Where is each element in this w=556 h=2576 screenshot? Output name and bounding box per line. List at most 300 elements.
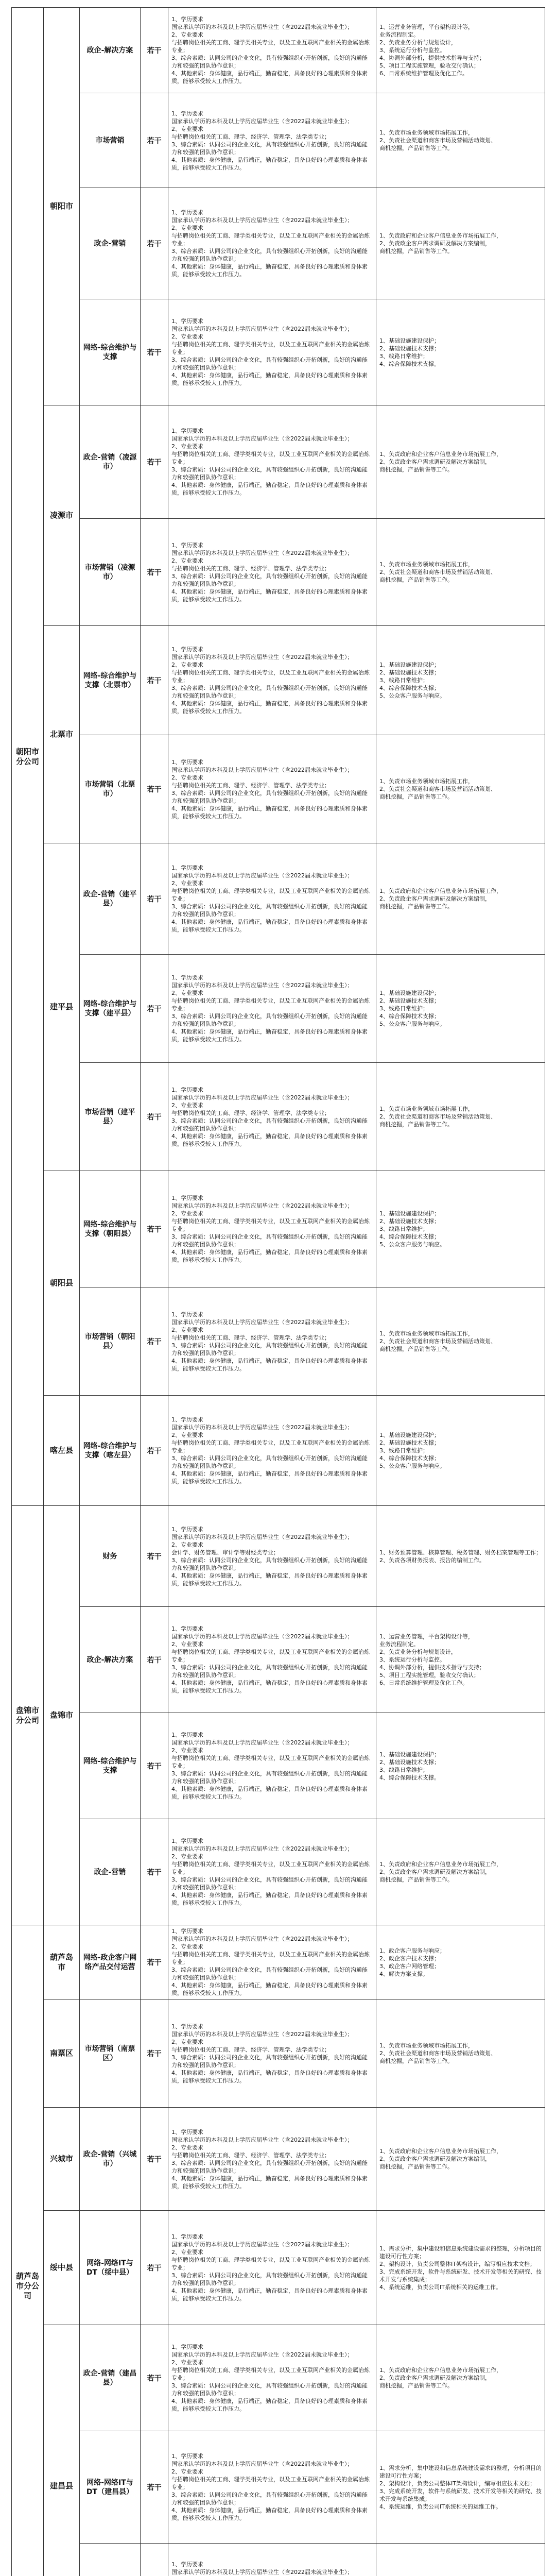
- requirement-line: 与招聘岗位相关的工商、理学类相关专业，以及工业互联网产业相关的金属冶炼专业；: [171, 1861, 370, 1875]
- post-name-cell: 政企-营销: [80, 188, 141, 299]
- duty-line: 商机挖掘，产品销售等工作。: [379, 1876, 453, 1883]
- duty-line: 1、需求分析，集中建设和信息系统建设需求的整理，分析项目的建设可行性方案；: [379, 2245, 542, 2260]
- duty-line: 2、负责政企客户需求调研及解决方案编制，: [379, 459, 491, 465]
- requirement-line: 1、学历要求: [171, 1732, 203, 1738]
- requirements-cell: [168, 1171, 376, 1287]
- duty-line: 5、公众客户服务与响应。: [379, 1021, 445, 1027]
- requirements-cell: [168, 626, 376, 735]
- duty-line: 2、负责政企客户需求调研及解决方案编制，: [379, 895, 491, 902]
- post-name-cell: 市场营销（凌源市）: [80, 519, 141, 626]
- requirement-line: 1、学历要求: [171, 110, 203, 117]
- duties-cell: [376, 1287, 545, 1396]
- requirement-line: 与招聘岗位相关的工商、理学类相关专业，以及工业互联网产业相关的金属冶炼专业；: [171, 232, 370, 247]
- requirement-line: 国家承认学历的本科及以上学历应届毕业生（含2022届未就业毕业生）；: [171, 1845, 353, 1852]
- headcount-cell: 若干: [141, 1999, 168, 2108]
- county-cell: 北票市: [44, 626, 80, 843]
- duty-line: 3、线路日常维护；: [379, 1005, 428, 1012]
- requirement-line: 2、专业要求: [171, 2359, 203, 2366]
- requirement-line: 3、综合素质：认同公司的企业文化，具有较强组织心开拓创新，良好的沟通能力和较强的团队协作意识；: [171, 357, 368, 371]
- requirement-line: 1、学历要求: [171, 318, 203, 325]
- duty-line: 3、线路日常维护；: [379, 1766, 428, 1773]
- duty-line: 4、系统运维，负责公司IT系统相关的运维工作。: [379, 2283, 501, 2291]
- post-name-cell: 市场营销（建平县）: [80, 1063, 141, 1171]
- requirement-line: 4、其他素质：身体健康，品行端正，勤奋稳定，具备良好的心理素质和身体素质，能够承受较大工作压力。: [171, 1249, 368, 1263]
- requirements-cell: [168, 1607, 376, 1713]
- post-name-cell: 市场营销: [80, 93, 141, 188]
- duty-line: 1、负责政府和企业客户信息业务市场拓展工作，: [379, 2148, 502, 2155]
- requirement-line: 2、专业要求: [171, 1432, 203, 1438]
- table-row: [12, 8, 545, 93]
- requirement-line: 2、专业要求: [171, 1541, 203, 1548]
- requirement-line: 与招聘岗位相关的工商、理学类相关专业，以及工业互联网产业相关的金属冶炼专业；: [171, 1649, 370, 1663]
- duty-line: 1、运营业务管理，平台架构设计等，: [379, 1633, 474, 1640]
- requirement-line: 国家承认学历的本科及以上学历应届毕业生（含2022届未就业毕业生）；: [171, 549, 353, 556]
- requirements-cell: [168, 955, 376, 1063]
- requirement-line: 4、其他素质：身体健康，品行端正，勤奋稳定，具备良好的心理素质和身体素质，能够承受较大工作压力。: [171, 1028, 368, 1043]
- post-name-cell: 网络-综合维护与支撑: [80, 299, 141, 405]
- requirement-line: 4、其他素质：身体健康，品行端正，勤奋稳定，具备良好的心理素质和身体素质，能够承受较大工作压力。: [171, 2069, 368, 2084]
- requirement-line: 国家承认学历的本科及以上学历应届毕业生（含2022届未就业毕业生）；: [171, 1318, 353, 1326]
- duty-line: 2、负责社会渠道和商客市场及营销活动策划、: [379, 2050, 496, 2057]
- duty-line: 商机挖掘，产品销售等工作。: [379, 2163, 453, 2170]
- duties-cell: [376, 2108, 545, 2211]
- duty-line: 2、基础设施技术支撑；: [379, 1218, 440, 1225]
- duties-cell: [376, 2544, 545, 2576]
- county-cell: 朝阳市: [44, 8, 80, 405]
- post-name-cell: [80, 2544, 141, 2576]
- post-name-cell: 网络-综合维护与支撑（建平县）: [80, 955, 141, 1063]
- post-name-cell: 政企-营销（凌源市）: [80, 405, 141, 519]
- duty-line: 2、负责业务分析与规划设计，: [379, 1649, 457, 1655]
- duty-line: 4、协调外部分析，提供技术指导与支持；: [379, 1664, 485, 1671]
- requirement-line: 2、专业要求: [171, 443, 203, 450]
- requirements-cell: [168, 299, 376, 405]
- requirements-cell: [168, 8, 376, 93]
- headcount-cell: 若干: [141, 1396, 168, 1506]
- requirement-line: 与招聘岗位相关的工商、理学、经济学、管理学、法学类专业；: [171, 782, 330, 789]
- requirement-line: 与招聘岗位相关的工商、理学、经济学、管理学、法学类专业；: [171, 133, 330, 140]
- requirement-line: 国家承认学历的本科及以上学历应届毕业生（含2022届未就业毕业生）；: [171, 2351, 353, 2358]
- headcount-cell: 若干: [141, 1063, 168, 1171]
- county-cell: 南票区: [44, 1999, 80, 2108]
- requirement-line: 与招聘岗位相关的工商、理学、经济学、管理学、法学类专业；: [171, 1109, 330, 1116]
- requirement-line: 1、学历要求: [171, 541, 203, 549]
- requirement-line: 1、学历要求: [171, 2023, 203, 2030]
- requirement-line: 与招聘岗位相关的工商、理学类相关专业，以及工业互联网产业相关的金属冶炼专业；: [171, 341, 370, 355]
- requirement-line: 4、其他素质：身体健康，品行端正，勤奋稳定，具备良好的心理素质和身体素质，能够承受较大工作压力。: [171, 1572, 368, 1587]
- duties-cell: [376, 2211, 545, 2325]
- requirements-cell: [168, 1819, 376, 1925]
- post-name-cell: 政企-营销: [80, 1819, 141, 1925]
- requirement-line: 3、综合素质：认同公司的企业文化，具有较强组织心开拓创新，良好的沟通能力和较强的团队协作意识；: [171, 1664, 368, 1679]
- requirement-line: 国家承认学历的本科及以上学历应届毕业生（含2022届未就业毕业生）；: [171, 326, 353, 332]
- duty-line: 4、综合保障技术支撑；: [379, 1013, 440, 1020]
- headcount-cell: 若干: [141, 1925, 168, 1999]
- table-row: [12, 1607, 545, 1713]
- duty-line: 商机挖掘，产品销售等工作。: [379, 248, 453, 255]
- duty-line: 1、负责政府和企业客户信息业务市场拓展工作，: [379, 1861, 502, 1868]
- table-row: [12, 1999, 545, 2108]
- duty-line: 4、综合保障技术支撑。: [379, 360, 440, 367]
- duty-line: 5、项目工程实施管理，验收交付确认；: [379, 62, 479, 69]
- table-row: [12, 1506, 545, 1607]
- duties-cell: [376, 405, 545, 519]
- post-name-cell: 政企-解决方案: [80, 8, 141, 93]
- requirement-line: 国家承认学历的本科及以上学历应届毕业生（含2022届未就业毕业生）；: [171, 982, 353, 989]
- requirement-line: 与招聘岗位相关的工商、理学类相关专业，以及工业互联网产业相关的金属冶炼专业；: [171, 2476, 370, 2490]
- duty-line: 1、负责政府和企业客户信息业务市场拓展工作，: [379, 232, 502, 239]
- requirement-line: 会计学、财务管理、审计学等财经类专业；: [171, 1549, 279, 1556]
- post-name-cell: 政企-解决方案: [80, 1607, 141, 1713]
- requirement-line: 2、专业要求: [171, 1853, 203, 1860]
- duty-line: 2、负责政企客户需求调研及解决方案编制，: [379, 2156, 491, 2162]
- requirement-line: 4、其他素质：身体健康，品行端正，勤奋稳定，具备良好的心理素质和身体素质，能够承受较大工作压力。: [171, 156, 368, 171]
- post-name-cell: 政企-营销（兴城市）: [80, 2108, 141, 2211]
- requirement-line: 3、综合素质：认同公司的企业文化，具有较强组织心开拓创新，良好的沟通能力和较强的团队协作意识；: [171, 2382, 368, 2397]
- duties-cell: [376, 735, 545, 843]
- requirement-line: 与招聘岗位相关的工商、理学类相关专业，以及工业互联网产业相关的金属冶炼专业；: [171, 39, 370, 54]
- duty-line: 商机挖掘，产品销售等工作。: [379, 903, 453, 910]
- duty-line: 4、综合保障技术支撑；: [379, 685, 440, 691]
- duty-line: 商机挖掘，产品销售等工作。: [379, 1346, 453, 1352]
- requirement-line: 1、学历要求: [171, 428, 203, 434]
- post-name-cell: 网络-综合维护与支撑（朝阳县）: [80, 1171, 141, 1287]
- requirement-line: 国家承认学历的本科及以上学历应届毕业生（含2022届未就业毕业生）；: [171, 2136, 353, 2143]
- headcount-cell: 若干: [141, 1506, 168, 1607]
- headcount-cell: 若干: [141, 2431, 168, 2544]
- requirement-line: 3、综合素质：认同公司的企业文化，具有较强组织心开拓创新，良好的沟通能力和较强的团队协作意识；: [171, 1556, 368, 1571]
- duty-line: 1、负责政府和企业客户信息业务市场拓展工作，: [379, 888, 502, 894]
- post-name-cell: 财务: [80, 1506, 141, 1607]
- requirement-line: 4、其他素质：身体健康，品行端正，勤奋稳定，具备良好的心理素质和身体素质，能够承受较大工作压力。: [171, 1680, 368, 1694]
- duty-line: 商机挖掘，产品销售等工作。: [379, 793, 453, 800]
- post-name-cell: 网络-网络IT与DT（建昌县）: [80, 2431, 141, 2544]
- duties-cell: [376, 519, 545, 626]
- requirements-cell: [168, 2431, 376, 2544]
- requirement-line: 国家承认学历的本科及以上学历应届毕业生（含2022届未就业毕业生）；: [171, 1202, 353, 1209]
- duty-line: 3、政企客户网络管理；: [379, 1962, 440, 1970]
- post-name-cell: 政企-营销（建昌县）: [80, 2325, 141, 2431]
- requirement-line: 3、综合素质：认同公司的企业文化，具有较强组织心开拓创新，良好的沟通能力和较强的团队协作意识；: [171, 1117, 368, 1132]
- duty-line: 5、公众客户服务与响应。: [379, 1463, 445, 1469]
- table-row: [12, 1396, 545, 1506]
- requirement-line: 4、其他素质：身体健康，品行端正，勤奋稳定，具备良好的心理素质和身体素质，能够承受较大工作压力。: [171, 1786, 368, 1800]
- headcount-cell: 若干: [141, 519, 168, 626]
- requirement-line: 3、综合素质：认同公司的企业文化，具有较强组织心开拓创新，良好的沟通能力和较强的团队协作意识；: [171, 466, 368, 481]
- requirement-line: 1、学历要求: [171, 1928, 203, 1935]
- duties-cell: [376, 1063, 545, 1171]
- branch-company-cell: 盘锦市分公司: [12, 1506, 44, 1925]
- duty-line: 3、完成系统开发，软件与系统研发、技术开发等相关的研究、技术开发与系统集成；: [379, 2487, 542, 2502]
- table-row: [12, 955, 545, 1063]
- post-name-cell: 市场营销（南票区）: [80, 1999, 141, 2108]
- duties-cell: [376, 1506, 545, 1607]
- duty-line: 4、综合保障技术支撑；: [379, 1233, 440, 1240]
- table-row: [12, 519, 545, 626]
- requirement-line: 4、其他素质：身体健康，品行端正，勤奋稳定，具备良好的心理素质和身体素质，能够承受较大工作压力。: [171, 1470, 368, 1485]
- duties-cell: [376, 1171, 545, 1287]
- requirement-line: 4、其他素质：身体健康，品行端正，勤奋稳定，具备良好的心理素质和身体素质，能够承受较大工作压力。: [171, 2175, 368, 2190]
- requirements-cell: [168, 2108, 376, 2211]
- requirement-line: 国家承认学历的本科及以上学历应届毕业生（含2022届未就业毕业生）；: [171, 1094, 353, 1101]
- requirements-cell: [168, 843, 376, 955]
- requirement-line: 与招聘岗位相关的工商、理学类相关专业，以及工业互联网产业相关的金属冶炼专业；: [171, 997, 370, 1012]
- post-name-cell: 市场营销（北票市）: [80, 735, 141, 843]
- branch-company-cell: 朝阳市分公司: [12, 8, 44, 1506]
- duty-line: 1、负责市场业务领域市场拓展工作，: [379, 778, 474, 785]
- requirement-line: 4、其他素质：身体健康，品行端正，勤奋稳定，具备良好的心理素质和身体素质，能够承受较大工作压力。: [171, 482, 368, 496]
- requirements-cell: [168, 93, 376, 188]
- requirement-line: 3、综合素质：认同公司的企业文化，具有较强组织心开拓创新，良好的沟通能力和较强的团队协作意识；: [171, 248, 368, 262]
- duty-line: 2、基础设施技术支撑；: [379, 669, 440, 676]
- duties-cell: [376, 1999, 545, 2108]
- requirement-line: 与招聘岗位相关的工商、理学类相关专业，以及工业互联网产业相关的金属冶炼专业；: [171, 451, 370, 465]
- duty-line: 5、公众客户服务与响应。: [379, 692, 445, 699]
- table-row: [12, 1925, 545, 1999]
- duty-line: 3、系统运行分析与监控。: [379, 47, 445, 54]
- requirements-cell: [168, 1713, 376, 1819]
- requirement-line: 4、其他素质：身体健康，品行端正，勤奋稳定，具备良好的心理素质和身体素质，能够承受较大工作压力。: [171, 919, 368, 933]
- requirement-line: 国家承认学历的本科及以上学历应届毕业生（含2022届未就业毕业生）；: [171, 2461, 353, 2467]
- requirement-line: 国家承认学历的本科及以上学历应届毕业生（含2022届未就业毕业生）；: [171, 1739, 353, 1746]
- duties-cell: [376, 1925, 545, 1999]
- requirement-line: 3、综合素质：认同公司的企业文化，具有较强组织心开拓创新，良好的沟通能力和较强的团队协作意识；: [171, 2272, 368, 2286]
- duty-line: 4、综合保障技术支撑；: [379, 1455, 440, 1462]
- duty-line: 4、综合保障技术支撑。: [379, 1774, 440, 1781]
- duty-line: 商机挖掘，产品销售等工作。: [379, 2382, 453, 2389]
- requirement-line: 4、其他素质：身体健康，品行端正，勤奋稳定，具备良好的心理素质和身体素质，能够承受较大工作压力。: [171, 805, 368, 820]
- requirement-line: 2、专业要求: [171, 31, 203, 38]
- requirement-line: 国家承认学历的本科及以上学历应届毕业生（含2022届未就业毕业生）；: [171, 654, 353, 660]
- requirement-line: 3、综合素质：认同公司的企业文化，具有较强组织心开拓创新，良好的沟通能力和较强的团队协作意识；: [171, 685, 368, 699]
- table-row: [12, 2108, 545, 2211]
- requirement-line: 1、学历要求: [171, 1086, 203, 1093]
- county-cell: 凌源市: [44, 405, 80, 626]
- requirement-line: 2、专业要求: [171, 774, 203, 781]
- duties-cell: [376, 2325, 545, 2431]
- requirements-cell: [168, 2325, 376, 2431]
- table-row: [12, 1287, 545, 1396]
- requirement-line: 4、其他素质：身体健康，品行端正，勤奋稳定，具备良好的心理素质和身体素质，能够承受较大工作压力。: [171, 2287, 368, 2302]
- duties-cell: [376, 843, 545, 955]
- requirement-line: 国家承认学历的本科及以上学历应届毕业生（含2022届未就业毕业生）；: [171, 2030, 353, 2038]
- requirement-line: 与招聘岗位相关的工商、理学、经济学、管理学、法学类专业；: [171, 565, 330, 572]
- post-name-cell: 网络-综合维护与支撑（北票市）: [80, 626, 141, 735]
- headcount-cell: 若干: [141, 2108, 168, 2211]
- requirement-line: 3、综合素质：认同公司的企业文化，具有较强组织心开拓创新，良好的沟通能力和较强的团队协作意识；: [171, 789, 368, 804]
- requirement-line: 4、其他素质：身体健康，品行端正，勤奋稳定，具备良好的心理素质和身体素质，能够承受较大工作压力。: [171, 372, 368, 386]
- requirement-line: 4、其他素质：身体健康，品行端正，勤奋稳定，具备良好的心理素质和身体素质，能够承受较大工作压力。: [171, 588, 368, 603]
- duty-line: 1、基础设施建设保护；: [379, 1210, 440, 1217]
- duty-line: 1、运营业务管理，平台架构设计等，: [379, 24, 474, 30]
- duty-line: 1、负责政府和企业客户信息业务市场拓展工作，: [379, 451, 502, 457]
- duty-line: 3、线路日常维护；: [379, 1226, 428, 1232]
- requirement-line: 3、综合素质：认同公司的企业文化，具有较强组织心开拓创新，良好的沟通能力和较强的团队协作意识；: [171, 1770, 368, 1785]
- headcount-cell: 若干: [141, 8, 168, 93]
- table-row: [12, 405, 545, 519]
- duty-line: 2、负责社会渠道和商客市场及营销活动策划、: [379, 786, 496, 792]
- requirement-line: 3、综合素质：认同公司的企业文化，具有较强组织心开拓创新，良好的沟通能力和较强的团队协作意识；: [171, 55, 368, 69]
- requirement-line: 3、综合素质：认同公司的企业文化，具有较强组织心开拓创新，良好的沟通能力和较强的团队协作意识；: [171, 572, 368, 587]
- requirement-line: 2、专业要求: [171, 1943, 203, 1950]
- requirement-line: 国家承认学历的本科及以上学历应届毕业生（含2022届未就业毕业生）；: [171, 117, 353, 125]
- duty-line: 3、线路日常维护；: [379, 677, 428, 684]
- duty-line: 1、负责政府和企业客户信息业务市场拓展工作，: [379, 2367, 502, 2374]
- table-row: [12, 2544, 545, 2576]
- headcount-cell: 若干: [141, 2211, 168, 2325]
- requirement-line: 1、学历要求: [171, 758, 203, 766]
- headcount-cell: [141, 2544, 168, 2576]
- duty-line: 1、基础设施建设保护；: [379, 990, 440, 996]
- requirement-line: 4、其他素质：身体健康，品行端正，勤奋稳定，具备良好的心理素质和身体素质，能够承受较大工作压力。: [171, 1982, 368, 1996]
- requirement-line: 1、学历要求: [171, 865, 203, 871]
- requirement-line: 3、综合素质：认同公司的企业文化，具有较强组织心开拓创新，良好的沟通能力和较强的团队协作意识；: [171, 1876, 368, 1891]
- table-row: [12, 188, 545, 299]
- requirement-line: 2、专业要求: [171, 2038, 203, 2045]
- requirement-line: 2、专业要求: [171, 1210, 203, 1217]
- requirement-line: 2、专业要求: [171, 1747, 203, 1754]
- requirement-line: 2、专业要求: [171, 557, 203, 564]
- county-cell: 建昌县: [44, 2325, 80, 2576]
- headcount-cell: 若干: [141, 188, 168, 299]
- requirement-line: 与招聘岗位相关的工商、理学类相关专业，以及工业互联网产业相关的金属冶炼专业；: [171, 888, 370, 902]
- duty-line: 1、政企客户服务与响应；: [379, 1947, 445, 1954]
- post-name-cell: 网络-综合维护与支撑（喀左县）: [80, 1396, 141, 1506]
- duty-line: 2、政企客户技术支撑；: [379, 1955, 440, 1962]
- duties-cell: [376, 93, 545, 188]
- table-row: [12, 93, 545, 188]
- duty-line: 1、需求分析，集中建设和信息系统建设需求的整理，分析项目的建设可行性方案；: [379, 2464, 542, 2479]
- requirement-line: 4、其他素质：身体健康，品行端正，勤奋稳定，具备良好的心理素质和身体素质，能够承受较大工作压力。: [171, 700, 368, 715]
- duty-line: 1、财务预算管理、核算管理、税务管理、财务档案管理等工作；: [379, 1549, 542, 1556]
- post-name-cell: 网络-综合维护与支撑: [80, 1713, 141, 1819]
- table-row: [12, 1713, 545, 1819]
- duty-line: 2、基础设施技术支撑；: [379, 997, 440, 1004]
- county-cell: 葫芦岛市: [44, 1925, 80, 1999]
- headcount-cell: 若干: [141, 626, 168, 735]
- requirement-line: 与招聘岗位相关的工商、理学、经济学、管理学、法学类专业；: [171, 2151, 330, 2159]
- requirement-line: 4、其他素质：身体健康，品行端正，勤奋稳定，具备良好的心理素质和身体素质，能够承受较大工作压力。: [171, 70, 368, 84]
- duty-line: 2、基础设施技术支撑；: [379, 345, 440, 352]
- duties-cell: [376, 1396, 545, 1506]
- headcount-cell: 若干: [141, 843, 168, 955]
- requirement-line: 国家承认学历的本科及以上学历应届毕业生（含2022届未就业毕业生）；: [171, 1936, 353, 1942]
- requirement-line: 3、综合素质：认同公司的企业文化，具有较强组织心开拓创新，良好的沟通能力和较强的团队协作意识；: [171, 1967, 368, 1981]
- requirement-line: 4、其他素质：身体健康，品行端正，勤奋稳定，具备良好的心理素质和身体素质，能够承受较大工作压力。: [171, 2507, 368, 2521]
- duty-line: 6、日常系统维护管理及优化工作。: [379, 1680, 468, 1686]
- requirement-line: 国家承认学历的本科及以上学历应届毕业生（含2022届未就业毕业生）；: [171, 1533, 353, 1540]
- post-name-cell: 网络-网络IT与DT（绥中县）: [80, 2211, 141, 2325]
- requirement-line: 2、专业要求: [171, 880, 203, 887]
- requirement-line: 与招聘岗位相关的工商、理学、经济学、管理学、法学类专业；: [171, 1334, 330, 1341]
- duty-line: 4、协调外部分析，提供技术指导与支持；: [379, 55, 485, 61]
- requirements-cell: [168, 1999, 376, 2108]
- duty-line: 6、日常系统维护管理及优化工作。: [379, 70, 468, 77]
- requirements-cell: [168, 2211, 376, 2325]
- requirements-cell: [168, 1396, 376, 1506]
- requirement-line: 4、其他素质：身体健康，品行端正，勤奋稳定，具备良好的心理素质和身体素质，能够承受较大工作压力。: [171, 263, 368, 278]
- duty-line: 商机挖掘，产品销售等工作。: [379, 145, 453, 151]
- requirements-cell: [168, 1287, 376, 1396]
- table-row: [12, 843, 545, 955]
- requirement-line: 与招聘岗位相关的工商、理学类相关专业，以及工业互联网产业相关的金属冶炼专业；: [171, 1755, 370, 1769]
- requirement-line: 1、学历要求: [171, 16, 203, 23]
- requirements-cell: [168, 1925, 376, 1999]
- duty-line: 4、系统运维，负责公司IT系统相关的运维工作。: [379, 2503, 501, 2510]
- requirement-line: 2、专业要求: [171, 2468, 203, 2475]
- requirements-cell: [168, 2544, 376, 2576]
- duty-line: 2、负责业务分析与规划设计，: [379, 39, 457, 46]
- requirements-cell: [168, 1506, 376, 1607]
- requirement-line: 与招聘岗位相关的工商、理学类相关专业，以及工业互联网产业相关的金属冶炼专业；: [171, 2367, 370, 2381]
- post-name-cell: 市场营销（朝阳县）: [80, 1287, 141, 1396]
- duties-cell: [376, 299, 545, 405]
- post-name-cell: 政企-营销（建平县）: [80, 843, 141, 955]
- duty-line: 2、负责社会渠道和商客市场及营销活动策划、: [379, 569, 496, 575]
- requirement-line: 与招聘岗位相关的工商、理学、经济学、管理学、法学类专业；: [171, 2046, 330, 2053]
- requirement-line: 3、综合素质：认同公司的企业文化，具有较强组织心开拓创新，良好的沟通能力和较强的团队协作意识；: [171, 1013, 368, 1027]
- headcount-cell: 若干: [141, 1819, 168, 1925]
- duty-line: 2、负责社会渠道和商客市场及营销活动策划、: [379, 137, 496, 144]
- county-cell: 绥中县: [44, 2211, 80, 2325]
- requirement-line: 国家承认学历的本科及以上学历应届毕业生（含2022届未就业毕业生）；: [171, 2569, 353, 2575]
- requirement-line: 1、学历要求: [171, 1195, 203, 1201]
- requirement-line: 3、综合素质：认同公司的企业文化，具有较强组织心开拓创新，良好的沟通能力和较强的团队协作意识；: [171, 2492, 368, 2506]
- duty-line: 3、完成系统开发，软件与系统研发、技术开发等相关的研究、技术开发与系统集成；: [379, 2268, 542, 2283]
- requirement-line: 3、综合素质：认同公司的企业文化，具有较强组织心开拓创新，良好的沟通能力和较强的团队协作意识；: [171, 2159, 368, 2174]
- requirement-line: 国家承认学历的本科及以上学历应届毕业生（含2022届未就业毕业生）；: [171, 2241, 353, 2248]
- duties-cell: [376, 8, 545, 93]
- duty-line: 业务流程制定。: [379, 31, 419, 38]
- requirement-line: 1、学历要求: [171, 646, 203, 653]
- duty-line: 2、负责社会渠道和商客市场及营销活动策划、: [379, 1113, 496, 1120]
- requirement-line: 2、专业要求: [171, 225, 203, 231]
- requirement-line: 3、综合素质：认同公司的企业文化，具有较强组织心开拓创新，良好的沟通能力和较强的团队协作意识；: [171, 141, 368, 156]
- duties-cell: [376, 1819, 545, 1925]
- duty-line: 4、解决方案支撑。: [379, 1970, 428, 1977]
- county-cell: 建平县: [44, 843, 80, 1171]
- duties-cell: [376, 1607, 545, 1713]
- county-cell: 盘锦市: [44, 1506, 80, 1925]
- requirement-line: 1、学历要求: [171, 209, 203, 216]
- requirement-line: 2、专业要求: [171, 990, 203, 996]
- requirement-line: 国家承认学历的本科及以上学历应届毕业生（含2022届未就业毕业生）；: [171, 766, 353, 773]
- duties-cell: [376, 1713, 545, 1819]
- duty-line: 业务流程制定。: [379, 1641, 419, 1648]
- requirement-line: 2、专业要求: [171, 662, 203, 668]
- duty-line: 2、负责政企客户需求调研及解决方案编制，: [379, 2375, 491, 2381]
- requirement-line: 与招聘岗位相关的工商、理学类相关专业，以及工业互联网产业相关的金属冶炼专业；: [171, 1218, 370, 1232]
- requirement-line: 2、专业要求: [171, 125, 203, 132]
- duty-line: 商机挖掘，产品销售等工作。: [379, 2058, 453, 2064]
- table-row: [12, 626, 545, 735]
- requirement-line: 3、综合素质：认同公司的企业文化，具有较强组织心开拓创新，良好的沟通能力和较强的团队协作意识；: [171, 1233, 368, 1248]
- requirement-line: 3、综合素质：认同公司的企业文化，具有较强组织心开拓创新，良好的沟通能力和较强的团队协作意识；: [171, 2054, 368, 2069]
- table-row: [12, 735, 545, 843]
- duty-line: 1、负责市场业务领域市场拓展工作，: [379, 1106, 474, 1112]
- duty-line: 2、基础设施技术支撑；: [379, 1758, 440, 1766]
- requirement-line: 1、学历要求: [171, 1526, 203, 1533]
- table-row: [12, 1819, 545, 1925]
- headcount-cell: 若干: [141, 93, 168, 188]
- requirement-line: 3、综合素质：认同公司的企业文化，具有较强组织心开拓创新，良好的沟通能力和较强的团队协作意识；: [171, 1342, 368, 1357]
- duty-line: 1、基础设施建设保护；: [379, 337, 440, 344]
- duty-line: 3、线路日常维护；: [379, 1447, 428, 1454]
- duties-cell: [376, 188, 545, 299]
- requirement-line: 国家承认学历的本科及以上学历应届毕业生（含2022届未就业毕业生）；: [171, 435, 353, 442]
- requirement-line: 1、学历要求: [171, 1311, 203, 1318]
- duty-line: 1、基础设施建设保护；: [379, 662, 440, 668]
